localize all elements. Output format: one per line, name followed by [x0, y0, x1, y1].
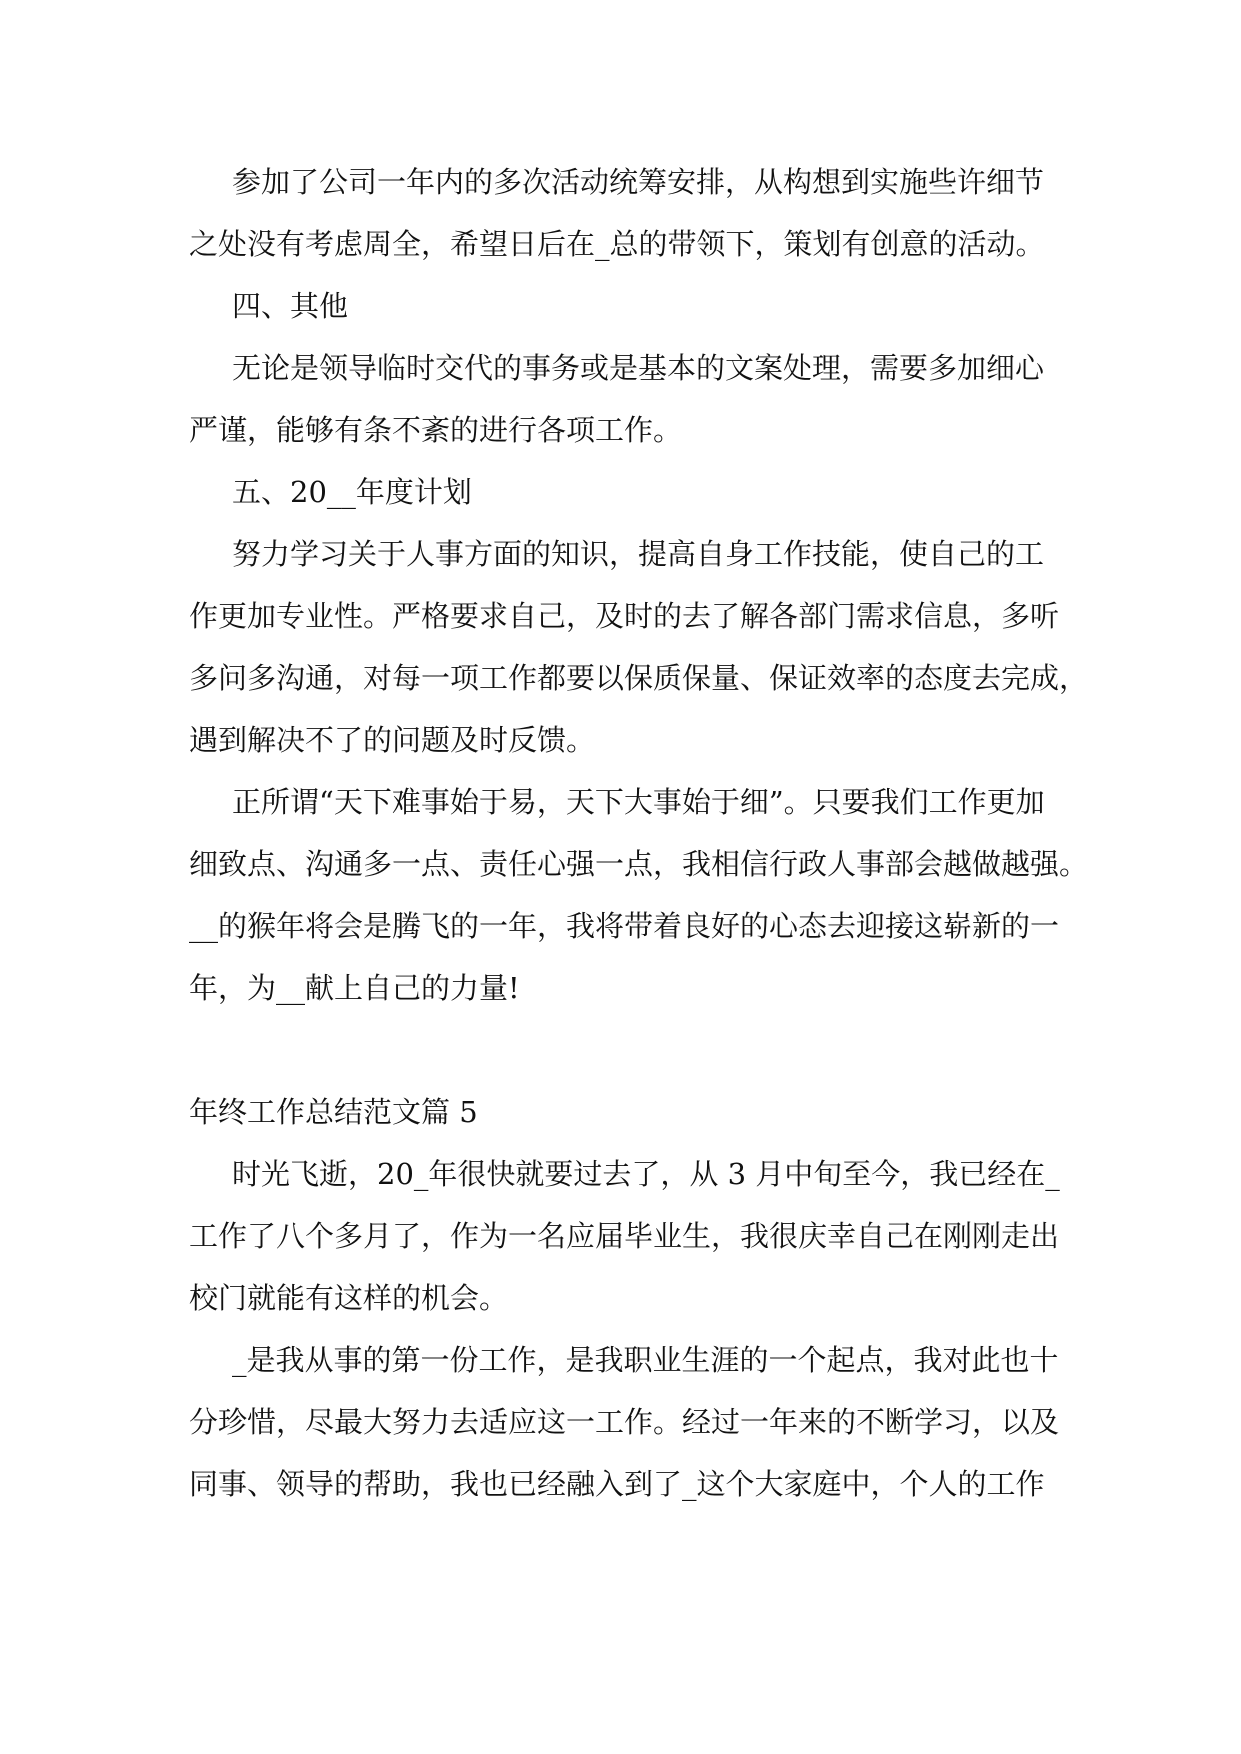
paragraph-line: 时光飞逝，20_年很快就要过去了，从 3 月中旬至今，我已经在_: [232, 1157, 1060, 1191]
paragraph-line: 参加了公司一年内的多次活动统筹安排，从构想到实施些许细节: [232, 165, 1045, 199]
paragraph-line: 无论是领导临时交代的事务或是基本的文案处理，需要多加细心: [232, 351, 1045, 385]
paragraph-line: 多问多沟通，对每一项工作都要以保质保量、保证效率的态度去完成，: [189, 661, 1089, 695]
section-heading: 五、20__年度计划: [232, 475, 472, 509]
paragraph-line: 正所谓“天下难事始于易，天下大事始于细”。只要我们工作更加: [232, 785, 1045, 819]
paragraph-line: 作更加专业性。严格要求自己，及时的去了解各部门需求信息，多听: [189, 599, 1060, 633]
paragraph-line: _是我从事的第一份工作，是我职业生涯的一个起点，我对此也十: [232, 1343, 1059, 1377]
paragraph-line: 细致点、沟通多一点、责任心强一点，我相信行政人事部会越做越强。: [189, 847, 1089, 881]
paragraph-line: 工作了八个多月了，作为一名应届毕业生，我很庆幸自己在刚刚走出: [189, 1219, 1060, 1253]
paragraph-line: 同事、领导的帮助，我也已经融入到了_这个大家庭中，个人的工作: [189, 1467, 1045, 1501]
paragraph-line: 校门就能有这样的机会。: [189, 1281, 509, 1315]
section-heading: 四、其他: [232, 289, 349, 323]
article-title: 年终工作总结范文篇 5: [189, 1095, 478, 1129]
paragraph-line: 遇到解决不了的问题及时反馈。: [189, 723, 596, 757]
paragraph-line: __的猴年将会是腾飞的一年，我将带着良好的心态去迎接这崭新的一: [189, 909, 1060, 943]
paragraph-line: 严谨，能够有条不紊的进行各项工作。: [189, 413, 683, 447]
paragraph-line: 之处没有考虑周全，希望日后在_总的带领下，策划有创意的活动。: [189, 227, 1045, 261]
paragraph-line: 分珍惜，尽最大努力去适应这一工作。经过一年来的不断学习，以及: [189, 1405, 1060, 1439]
paragraph-line: 年，为__献上自己的力量!: [189, 971, 520, 1005]
paragraph-line: 努力学习关于人事方面的知识，提高自身工作技能，使自己的工: [232, 537, 1045, 571]
